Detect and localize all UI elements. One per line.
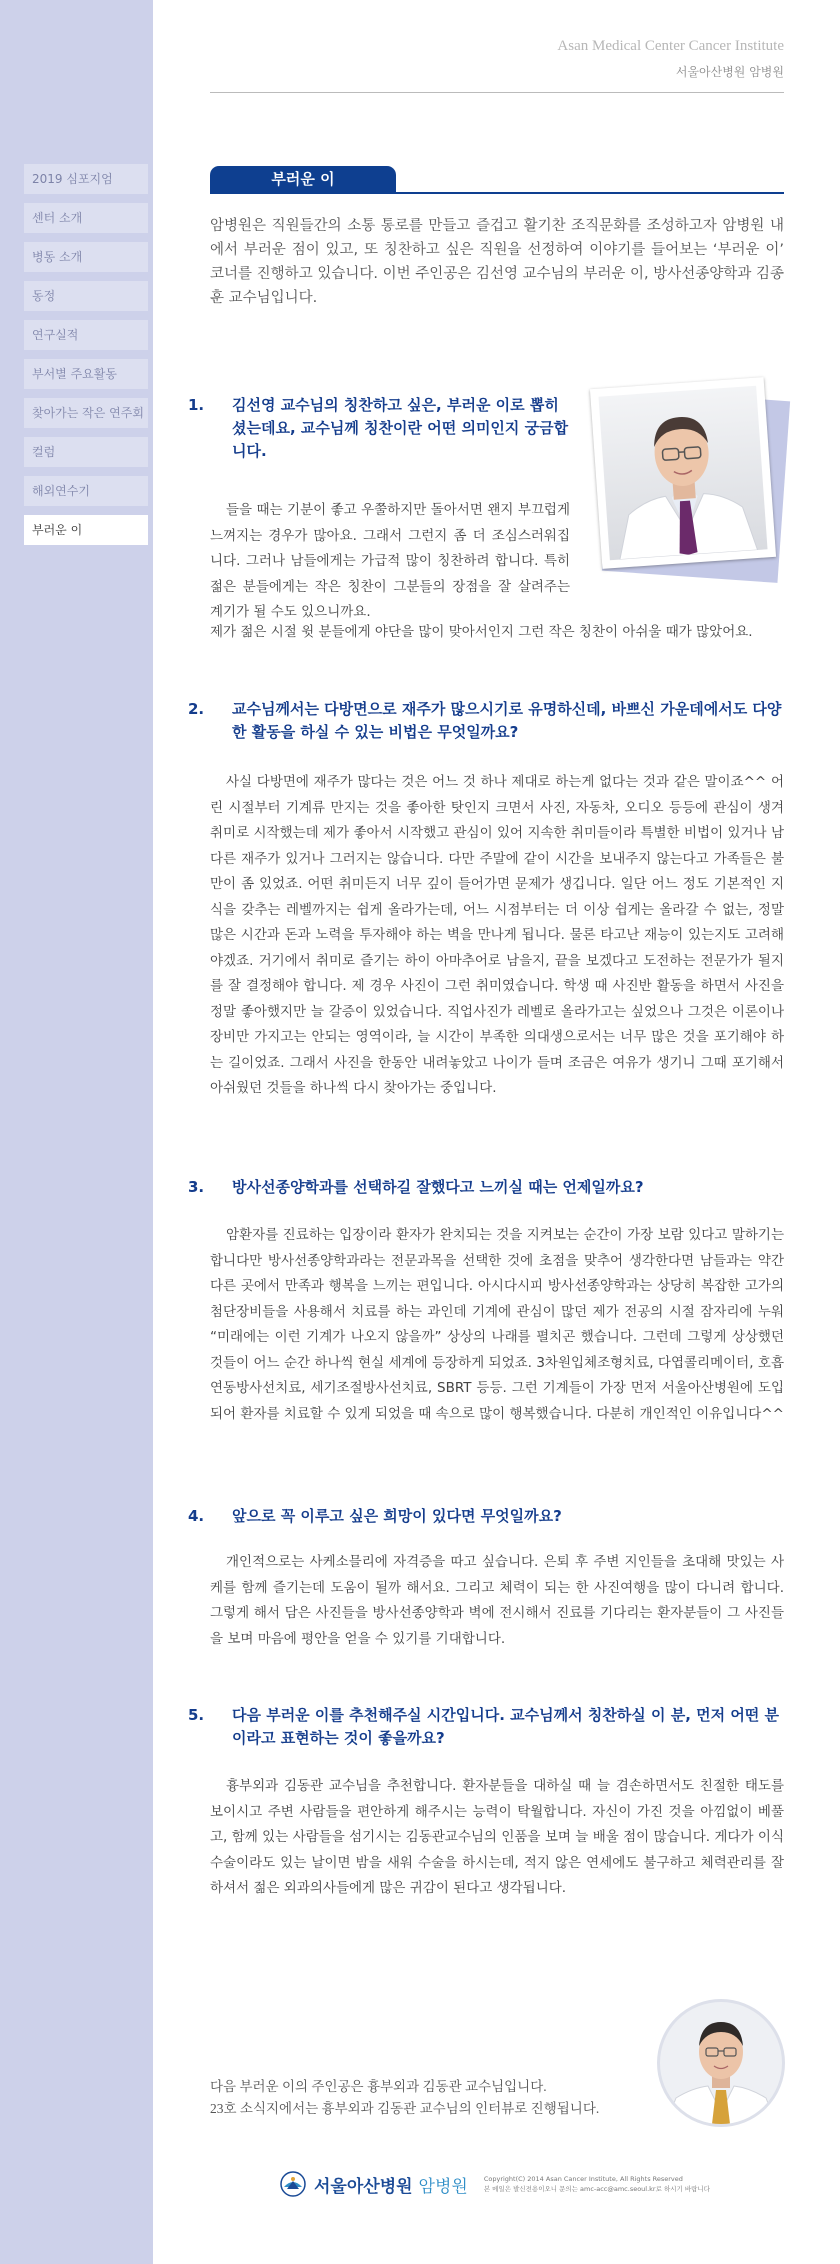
logo-subtext: 암병원 [418, 2176, 468, 2197]
next-professor-photo [657, 1999, 785, 2127]
sidebar-item-column[interactable]: 컬럼 [24, 437, 148, 467]
portrait-illustration [598, 386, 767, 561]
page-header [557, 38, 784, 80]
intro-paragraph: 암병원은 직원들간의 소통 통로를 만들고 즐겁고 활기찬 조직문화를 조성하고자 암병원 내에서 부러운 점이 있고, 또 칭찬하고 싶은 직원을 선정하여 이야기를 들어보는 ‘부러운 이’ 코너를 진행하고 있습니다. 이번 주인공은 김선영 교수님의 부러운 이, 방사선종양학과 김종훈 교수님입니다. [210, 218, 784, 306]
answer-2: 사실 다방면에 재주가 많다는 것은 어느 것 하나 제대로 하는게 없다는 것과 같은 말이죠^^ 어린 시절부터 기계류 만지는 것을 좋아한 탓인지 크면서 사진, 자동차, 오디오 등등에 관심이 생겨 취미로 시작했는데 제가 좋아서 시작했고 관심이 있어 지속한 취미들이라 특별한 비법이 있거나 남다른 재주가 있거나 그러지는 않습니다. 다만 주말에 같이 시간을 보내주지 않는다고 가족들은 불만이 좀 있었죠. 어떤 취미든지 너무 깊이 들어가면 문제가 생깁니다. 일단 어느 정도 기본적인 지식을 갖추는 레벨까지는 쉽게 올라가는데, 어느 시점부터는 더 이상 쉽게는 올라갈 수 없는, 정말 많은 시간과 돈과 노력을 투자해야 하는 벽을 만나게 됩니다. 물론 타고난 재능이 있는지도 고려해야겠죠. 거기에서 취미로 즐기는 하이 아마추어로 남을지, 끝을 보겠다고 도전하는 전문가가 될지를 잘 결정해야 합니다. 제 경우 사진이 그런 취미였습니다. 학생 때 사진반 활동을 하면서 사진을 정말 좋아했지만 늘 갈증이 있었습니다. 직업사진가 레벨로 올라가고는 싶었으나 그것은 이론이나 장비만 가지고는 안되는 영역이라, 늘 시간이 부족한 의대생으로서는 너무 많은 것을 포기해야 하는 길이었죠. 그래서 사진을 한동안 내려놓았고 나이가 들며 조금은 여유가 생기니 그때 포기해서 아쉬웠던 것들을 하나씩 다시 찾아가는 중입니다. [210, 774, 784, 1096]
section-header [210, 166, 784, 194]
mail-notice-text: 본 메일은 발신전용이오니 문의는 amc-acc@amc.seoul.kr로 하시기 바랍니다 [483, 2185, 710, 2193]
sidebar-item-symposium[interactable]: 2019 심포지엄 [24, 164, 148, 194]
question-text: 앞으로 꼭 이루고 싶은 희망이 있다면 무엇일까요? [232, 1507, 562, 1525]
question-number: 5. [188, 1706, 205, 1724]
question-number: 4. [188, 1507, 205, 1525]
closing-note [210, 2076, 630, 2120]
sidebar-nav [24, 164, 148, 554]
question-4 [188, 1505, 784, 1528]
answer-1: 들을 때는 기분이 좋고 우쭐하지만 돌아서면 왠지 부끄럽게 느껴지는 경우가 많아요. 그래서 그런지 좀 더 조심스러워집니다. 그러나 남들에게는 가급적 많이 칭찬하려 합니다. 특히 젊은 분들에게는 작은 칭찬이 그분들의 장점을 잘 살려주는 계기가 될 수도 있으니까요. [210, 502, 570, 620]
footer-copyright [484, 2174, 710, 2194]
sidebar-item-overseas-training[interactable]: 해외연수기 [24, 476, 148, 506]
sidebar-item-research[interactable]: 연구실적 [24, 320, 148, 350]
hospital-emblem-icon [280, 2171, 306, 2197]
copyright-text: Copyright(C) 2014 Asan Cancer Institute, All Rights Reserved [483, 2175, 683, 2183]
section-divider [210, 192, 784, 194]
brand-english: Asan Medical Center Cancer Institute [557, 38, 784, 54]
question-3 [188, 1176, 784, 1199]
logo-text: 서울아산병원 [314, 2176, 413, 2197]
sidebar-item-dept-activities[interactable]: 부서별 주요활동 [24, 359, 148, 389]
question-text: 교수님께서는 다방면으로 재주가 많으시기로 유명하신데, 바쁘신 가운데에서도 다양한 활동을 하실 수 있는 비법은 무엇일까요? [232, 700, 782, 741]
header-divider [210, 92, 784, 93]
question-number: 2. [188, 700, 205, 718]
brand-korean: 서울아산병원 암병원 [675, 65, 784, 79]
question-1 [188, 394, 570, 463]
answer-3: 암환자를 진료하는 입장이라 환자가 완치되는 것을 지켜보는 순간이 가장 보람 있다고 말하기는 합니다만 방사선종양학과라는 전문과목을 선택한 것에 초점을 맞추어 생각한다면 남들과는 약간 다른 곳에서 만족과 행복을 느끼는 편입니다. 아시다시피 방사선종양학과는 상당히 복잡한 고가의 첨단장비들을 사용해서 치료를 하는 과인데 기계에 관심이 많던 제가 전공의 시절 잠자리에 누워 “미래에는 이런 기계가 나오지 않을까” 상상의 나래를 펼치곤 했습니다. 그런데 그렇게 상상했던 것들이 어느 순간 하나씩 현실 세계에 등장하게 되었죠. 3차원입체조형치료, 다엽콜리메이터, 호흡연동방사선치료, 세기조절방사선치료, SBRT 등등. 그런 기계들이 가장 먼저 서울아산병원에 도입되어 환자를 치료할 수 있게 되었을 때 속으로 많이 행복했습니다. 다분히 개인적인 이유입니다^^ [210, 1227, 784, 1422]
sidebar-item-envied-person[interactable]: 부러운 이 [24, 515, 148, 545]
answer-4: 개인적으로는 사케소믈리에 자격증을 따고 싶습니다. 은퇴 후 주변 지인들을 초대해 맛있는 사케를 함께 즐기는데 도움이 될까 해서요. 그리고 체력이 되는 한 사진여행을 많이 다니려 합니다. 그렇게 해서 담은 사진들을 방사선종양학과 벽에 전시해서 진료를 기다리는 환자분들이 그 사진들을 보며 마음에 평안을 얻을 수 있기를 기대합니다. [210, 1554, 784, 1647]
section-title: 부러운 이 [210, 166, 396, 192]
question-text: 다음 부러운 이를 추천해주실 시간입니다. 교수님께서 칭찬하실 이 분, 먼저 어떤 분이라고 표현하는 것이 좋을까요? [232, 1706, 780, 1747]
answer-1-continued: 제가 젊은 시절 윗 분들에게 야단을 많이 맞아서인지 그런 작은 칭찬이 아쉬울 때가 많았어요. [210, 624, 753, 640]
question-2 [188, 698, 784, 744]
sidebar-item-news[interactable]: 동정 [24, 281, 148, 311]
sidebar-item-concert[interactable]: 찾아가는 작은 연주회 [24, 398, 148, 428]
sidebar-item-center-intro[interactable]: 센터 소개 [24, 203, 148, 233]
question-number: 3. [188, 1178, 205, 1196]
sidebar-item-ward-intro[interactable]: 병동 소개 [24, 242, 148, 272]
question-number: 1. [188, 396, 205, 414]
question-text: 방사선종양학과를 선택하길 잘했다고 느끼실 때는 언제일까요? [232, 1178, 644, 1196]
sidebar [0, 0, 153, 2264]
question-text: 김선영 교수님의 칭찬하고 싶은, 부러운 이로 뽑히셨는데요, 교수님께 칭찬이란 어떤 의미인지 궁금합니다. [232, 396, 569, 460]
question-5 [188, 1704, 784, 1750]
answer-5: 흉부외과 김동관 교수님을 추천합니다. 환자분들을 대하실 때 늘 겸손하면서도 친절한 태도를 보이시고 주변 사람들을 편안하게 해주시는 능력이 탁월합니다. 자신이 가진 것을 아낌없이 베풀고, 함께 있는 사람들을 섬기시는 김동관교수님의 인품을 보며 늘 배울 점이 많습니다. 게다가 이식수술이라도 있는 날이면 밤을 새워 수술을 하시는데, 적지 않은 연세에도 불구하고 체력관리를 잘 하셔서 젊은 외과의사들에게 많은 귀감이 된다고 생각됩니다. [210, 1778, 784, 1896]
closing-line-2: 23호 소식지에서는 흉부외과 김동관 교수님의 인터뷰로 진행됩니다. [210, 2101, 600, 2116]
footer [280, 2166, 710, 2202]
professor-photo [596, 383, 786, 579]
closing-line-1: 다음 부러운 이의 주인공은 흉부외과 김동관 교수님입니다. [210, 2079, 547, 2094]
hospital-logo[interactable] [280, 2171, 468, 2197]
